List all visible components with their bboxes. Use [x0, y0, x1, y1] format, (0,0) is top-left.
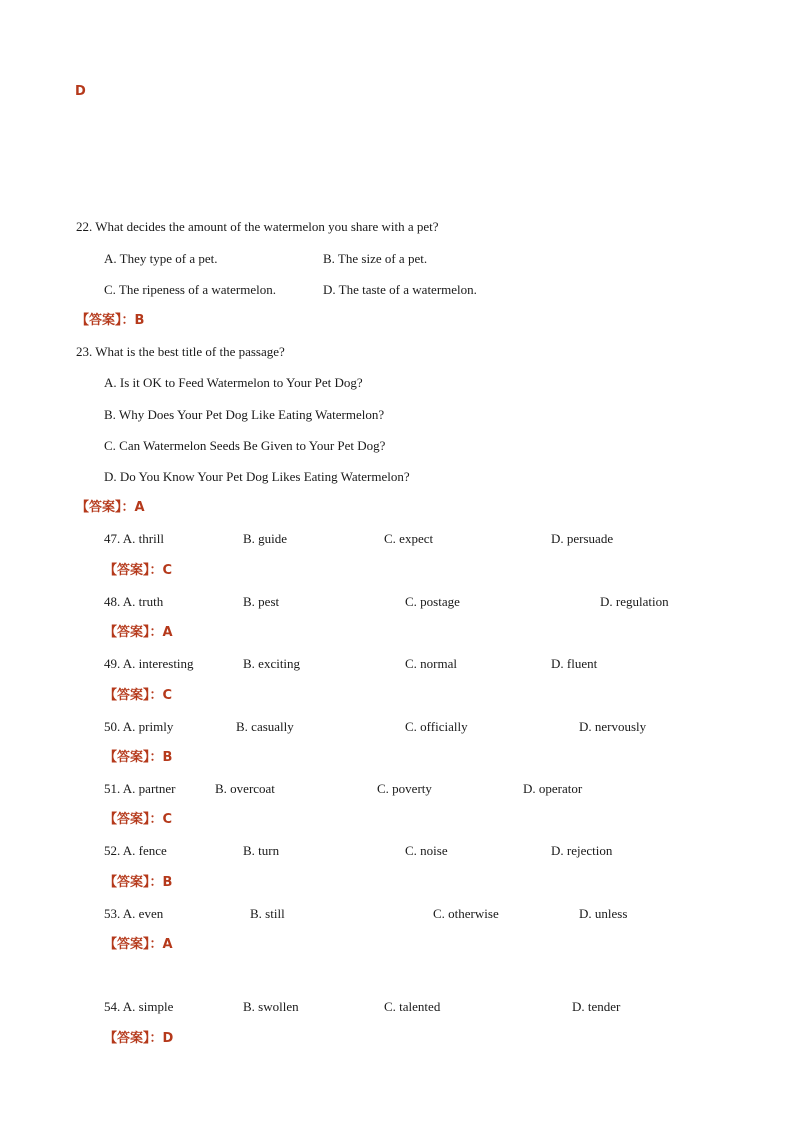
cloze-54-option-d: D. tender: [572, 999, 621, 1014]
cloze-50-option-a: 50. A. primly: [104, 719, 174, 734]
cloze-48-option-d: D. regulation: [600, 594, 669, 609]
cloze-49-option-c: C. normal: [405, 656, 457, 671]
cloze-53-option-c: C. otherwise: [433, 906, 499, 921]
cloze-51-option-d: D. operator: [523, 781, 583, 796]
cloze-54-option-a: 54. A. simple: [104, 999, 174, 1014]
cloze-53-answer: 【答案】：A: [104, 937, 173, 952]
question-22-answer: 【答案】：B: [76, 313, 145, 328]
cloze-49-option-a: 49. A. interesting: [104, 656, 194, 671]
cloze-47-option-b: B. guide: [243, 531, 288, 546]
cloze-48-answer: 【答案】：A: [104, 625, 173, 640]
question-22-option-c: C. The ripeness of a watermelon.: [104, 282, 276, 297]
question-22-option-d: D. The taste of a watermelon.: [323, 282, 477, 297]
cloze-54-answer: 【答案】：D: [104, 1031, 174, 1046]
cloze-50-answer: 【答案】：B: [104, 750, 173, 765]
cloze-54-option-b: B. swollen: [243, 999, 299, 1014]
question-23-answer: 【答案】：A: [76, 500, 145, 515]
cloze-48-option-c: C. postage: [405, 594, 460, 609]
top-answer: D: [75, 84, 86, 99]
cloze-51-option-a: 51. A. partner: [104, 781, 176, 796]
cloze-47-answer: 【答案】：C: [104, 563, 173, 578]
question-22-option-a: A. They type of a pet.: [104, 251, 218, 266]
cloze-48-option-a: 48. A. truth: [104, 594, 164, 609]
cloze-53-option-a: 53. A. even: [104, 906, 164, 921]
cloze-52-answer: 【答案】：B: [104, 875, 173, 890]
cloze-53-option-b: B. still: [250, 906, 285, 921]
cloze-54-option-c: C. talented: [384, 999, 441, 1014]
cloze-50-option-c: C. officially: [405, 719, 468, 734]
cloze-52-option-b: B. turn: [243, 843, 280, 858]
cloze-49-option-b: B. exciting: [243, 656, 301, 671]
cloze-52-option-a: 52. A. fence: [104, 843, 167, 858]
question-23-option-b: B. Why Does Your Pet Dog Like Eating Watermelon?: [104, 407, 385, 422]
question-22-stem: 22. What decides the amount of the watermelon you share with a pet?: [76, 219, 439, 234]
question-23-stem: 23. What is the best title of the passage?: [76, 344, 285, 359]
cloze-50-option-b: B. casually: [236, 719, 294, 734]
question-23-option-a: A. Is it OK to Feed Watermelon to Your Pet Dog?: [104, 375, 363, 390]
cloze-51-option-c: C. poverty: [377, 781, 432, 796]
cloze-51-answer: 【答案】：C: [104, 812, 173, 827]
question-23-option-d: D. Do You Know Your Pet Dog Likes Eating Watermelon?: [104, 469, 410, 484]
cloze-48-option-b: B. pest: [243, 594, 280, 609]
cloze-49-answer: 【答案】：C: [104, 688, 173, 703]
cloze-49-option-d: D. fluent: [551, 656, 598, 671]
question-23-option-c: C. Can Watermelon Seeds Be Given to Your Pet Dog?: [104, 438, 386, 453]
question-22-option-b: B. The size of a pet.: [323, 251, 428, 266]
cloze-53-option-d: D. unless: [579, 906, 628, 921]
cloze-51-option-b: B. overcoat: [215, 781, 275, 796]
cloze-47-option-d: D. persuade: [551, 531, 614, 546]
cloze-50-option-d: D. nervously: [579, 719, 647, 734]
cloze-52-option-c: C. noise: [405, 843, 448, 858]
cloze-47-option-c: C. expect: [384, 531, 434, 546]
cloze-47-option-a: 47. A. thrill: [104, 531, 164, 546]
cloze-52-option-d: D. rejection: [551, 843, 613, 858]
